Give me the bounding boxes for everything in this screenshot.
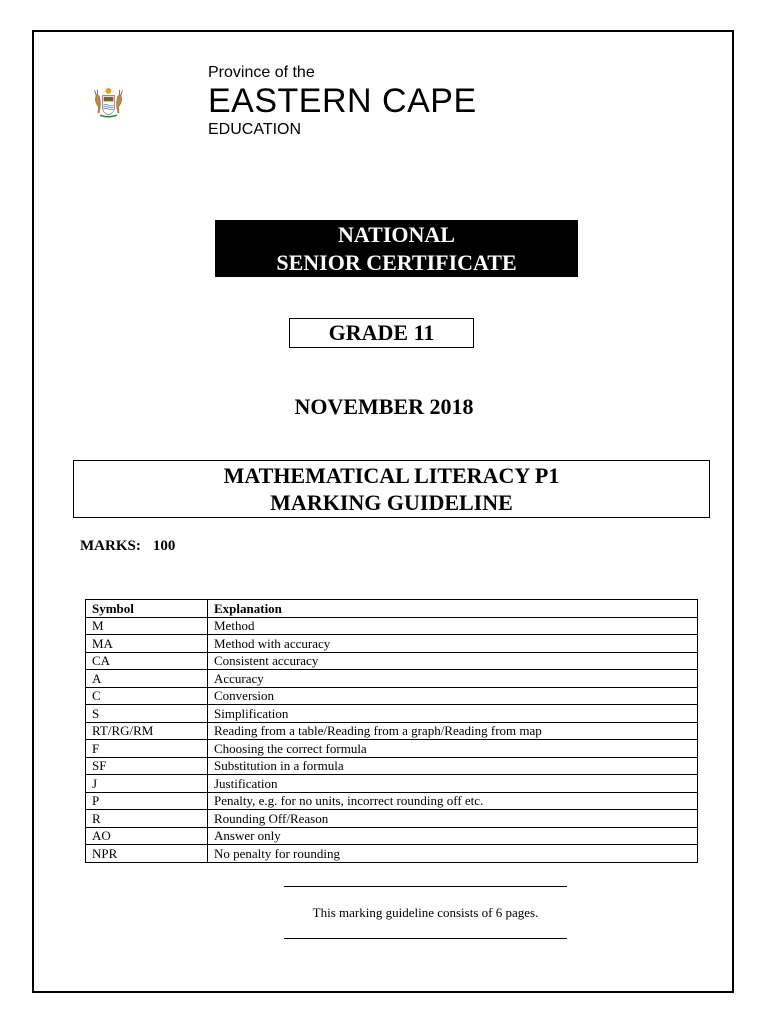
symbols-table-body [86,617,698,862]
explanation-cell: Penalty, e.g. for no units, incorrect rounding off etc. [208,792,698,810]
table-row [86,635,698,653]
explanation-cell: Choosing the correct formula [208,740,698,758]
symbol-cell: AO [86,827,208,845]
logo-eastern-cape-text: EASTERN CAPE [208,82,477,120]
logo-province-text: Province of the [208,64,315,81]
table-header-row [86,600,698,618]
banner-line-1: NATIONAL [338,222,455,247]
marks-label: MARKS: [80,538,141,554]
table-row [86,652,698,670]
footer-top-rule [284,886,567,887]
symbol-cell: MA [86,635,208,653]
coat-of-arms-logo [90,52,210,152]
table-row [86,792,698,810]
explanation-cell: Consistent accuracy [208,652,698,670]
grade-label: GRADE 11 [289,318,474,348]
subject-line-2: MARKING GUIDELINE [270,490,513,515]
symbol-cell: CA [86,652,208,670]
explanation-cell: Method with accuracy [208,635,698,653]
table-row [86,740,698,758]
national-senior-certificate-banner [215,220,578,277]
header-symbol: Symbol [86,600,208,618]
symbols-table [85,599,698,863]
table-row [86,687,698,705]
symbol-cell: M [86,617,208,635]
explanation-cell: Reading from a table/Reading from a graph/Reading from map [208,722,698,740]
footer-bottom-rule [284,938,567,939]
subject-title-box [73,460,710,518]
symbol-cell: NPR [86,845,208,863]
symbol-cell: P [86,792,208,810]
subject-line-1: MATHEMATICAL LITERACY P1 [223,463,560,488]
eastern-cape-wordmark [208,64,477,139]
symbol-cell: C [86,687,208,705]
page-count-note: This marking guideline consists of 6 pages. [312,905,539,920]
symbol-cell: S [86,705,208,723]
table-row [86,705,698,723]
left-antelope-icon [95,90,101,113]
explanation-cell: No penalty for rounding [208,845,698,863]
table-row [86,827,698,845]
explanation-cell: Answer only [208,827,698,845]
explanation-cell: Substitution in a formula [208,757,698,775]
table-row [86,617,698,635]
banner-line-2: SENIOR CERTIFICATE [276,250,517,275]
symbol-cell: F [86,740,208,758]
explanation-cell: Conversion [208,687,698,705]
symbol-cell: RT/RG/RM [86,722,208,740]
explanation-cell: Justification [208,775,698,793]
header-explanation: Explanation [208,600,698,618]
symbol-cell: SF [86,757,208,775]
table-row [86,845,698,863]
table-row [86,775,698,793]
table-row [86,722,698,740]
table-row [86,810,698,828]
explanation-cell: Rounding Off/Reason [208,810,698,828]
symbol-cell: A [86,670,208,688]
right-antelope-icon [116,90,122,113]
marks-total [80,538,175,555]
sun-icon [104,86,114,93]
explanation-cell: Method [208,617,698,635]
exam-date: NOVEMBER 2018 [294,394,474,419]
shield-icon [102,96,114,115]
table-row [86,757,698,775]
logo-education-text: EDUCATION [208,121,302,138]
symbol-cell: J [86,775,208,793]
symbol-cell: R [86,810,208,828]
explanation-cell: Simplification [208,705,698,723]
marks-value: 100 [152,538,176,554]
table-row [86,670,698,688]
explanation-cell: Accuracy [208,670,698,688]
